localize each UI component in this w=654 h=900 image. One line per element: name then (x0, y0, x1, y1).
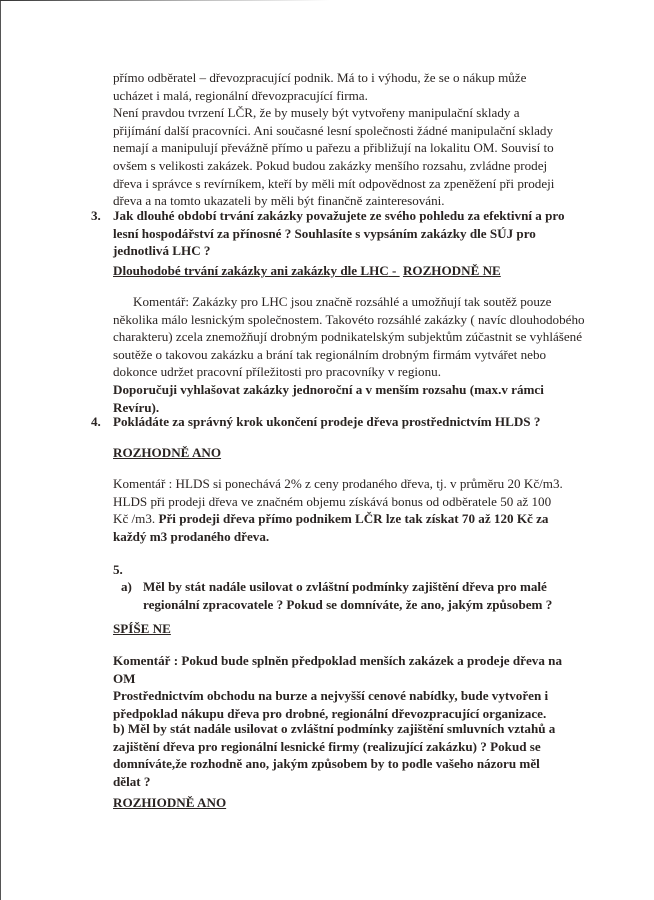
comment-4 (113, 475, 563, 545)
intro-line: dřeva a na tomto ukazateli by měli být finančně zainteresováni. (113, 193, 445, 209)
comment-5a (113, 652, 562, 722)
recommendation-line: Revíru). (113, 399, 160, 415)
question-text-line: zajištění dřeva pro regionální lesnické firmy (realizující zakázku) ? Pokud se (113, 738, 541, 754)
question-text: Pokládáte za správný krok ukončení prodeje dřeva prostřednictvím HLDS ? (113, 414, 541, 429)
intro-line: přímo odběratel – dřevozpracující podnik. Má to i výhodu, že se o nákup může (113, 70, 527, 85)
question-number: 4. (91, 414, 101, 429)
comment-line-part: Kč /m3. (113, 511, 159, 527)
question-4 (91, 413, 540, 431)
scan-edge-top (0, 0, 330, 1)
intro-line: přijímání další pracovníci. Ani současné lesní společnosti žádné manipulační sklady (113, 122, 553, 138)
question-3 (91, 207, 565, 260)
comment-line: několika málo lesnickým společnostem. Takovéto rozsáhlé zakázky ( navíc dlouhodobého (113, 311, 585, 327)
answer-5a: SPÍŠE NE (113, 621, 171, 636)
answer-3-verdict: ROZHODNĚ NE (402, 263, 501, 278)
answer-3 (113, 262, 501, 280)
intro-line: nemají a manipulují převážně přímo u pařezu a přibližují na lokalitu OM. Souvisí to (113, 140, 554, 156)
question-text-line: Měl by stát nadále usilovat o zvláštní podmínky zajištění dřeva pro malé (143, 579, 547, 594)
question-text-line: dělat ? (113, 773, 151, 789)
intro-line: ovšem s velikosti zakázek. Pokud budou zakázky menšího rozsahu, zvládne prodej (113, 157, 548, 173)
comment-line: dokonce udržet pracovní příležitosti pro pracovníky v regionu. (113, 364, 441, 380)
comment-line: Komentář: Zakázky pro LHC jsou značně rozsáhlé a umožňují tak soutěž pouze (133, 294, 552, 309)
subquestion-label: a) (121, 579, 132, 594)
recommendation-line: Doporučuji vyhlašovat zakázky jednoroční a v menším rozsahu (max.v rámci (113, 381, 544, 397)
question-5b (113, 720, 555, 790)
comment-line: HLDS při prodeji dřeva ve značném objemu získává bonus od odběratele 50 až 100 (113, 493, 552, 509)
question-5a (121, 578, 552, 613)
intro-line: dřeva i správce s revírníkem, kteří by měli mít odpovědnost za zpeněžení při prodeji (113, 175, 555, 191)
answer-5b: ROZHIODNĚ ANO (113, 795, 227, 810)
question-text-line: b) Měl by stát nadále usilovat o zvláštní podmínky zajištění smluvních vztahů a (113, 721, 556, 736)
question-number: 3. (91, 208, 101, 223)
comment-line-bold: Při prodeji dřeva přímo podnikem LČR lze tak získat 70 až 120 Kč za (158, 511, 549, 527)
comment-line: soutěže o takovou zakázku a brání tak regionálním drobným firmám vytvářet nebo (113, 346, 547, 362)
comment-line: předpoklad nákupu dřeva pro drobné, regionální dřevozpracující organizace. (113, 705, 547, 721)
comment-3-cont (113, 311, 585, 417)
answer-3-separator: - (388, 263, 400, 278)
question-text-line: regionální zpracovatele ? Pokud se domníváte, že ano, jakým způsobem ? (143, 596, 553, 612)
answer-3-prefix: Dlouhodobé trvání zakázky ani zakázky dle LHC (113, 263, 389, 278)
comment-line: charakteru) zcela znemožňují drobným podnikatelským subjektům zúčastnit se vyhlášené (113, 329, 583, 345)
comment-line-bold: každý m3 prodaného dřeva. (113, 528, 270, 544)
question-text-line: lesní hospodářství za přínosné ? Souhlasíte s vypsáním zakázky dle SÚJ pro (113, 225, 536, 241)
intro-line: Není pravdou tvrzení LČR, že by musely být vytvořeny manipulační sklady a (113, 105, 520, 121)
comment-line: Komentář : Pokud bude splněn předpoklad menších zakázek a prodeje dřeva na (113, 653, 562, 668)
comment-3 (113, 293, 552, 311)
comment-line: OM (113, 670, 136, 686)
answer-4: ROZHODNĚ ANO (113, 445, 222, 460)
intro-line: ucházet i malá, regionální dřevozpracující firma. (113, 87, 368, 103)
scan-edge-left (0, 0, 1, 900)
comment-line: Prostřednictvím obchodu na burze a nejvyšší cenové nabídky, bude vytvořen i (113, 688, 549, 704)
intro-paragraph (113, 69, 554, 210)
question-5-number: 5. (113, 562, 123, 577)
question-text-line: Jak dlouhé období trvání zakázky považujete ze svého pohledu za efektivní a pro (113, 208, 565, 223)
question-text-line: domníváte,že rozhodně ano, jakým způsobem by to podle vašeho názoru měl (113, 756, 540, 772)
question-text-line: jednotlivá LHC ? (113, 243, 211, 259)
comment-line: Komentář : HLDS si ponechává 2% z ceny prodaného dřeva, tj. v průměru 20 Kč/m3. (113, 476, 563, 491)
